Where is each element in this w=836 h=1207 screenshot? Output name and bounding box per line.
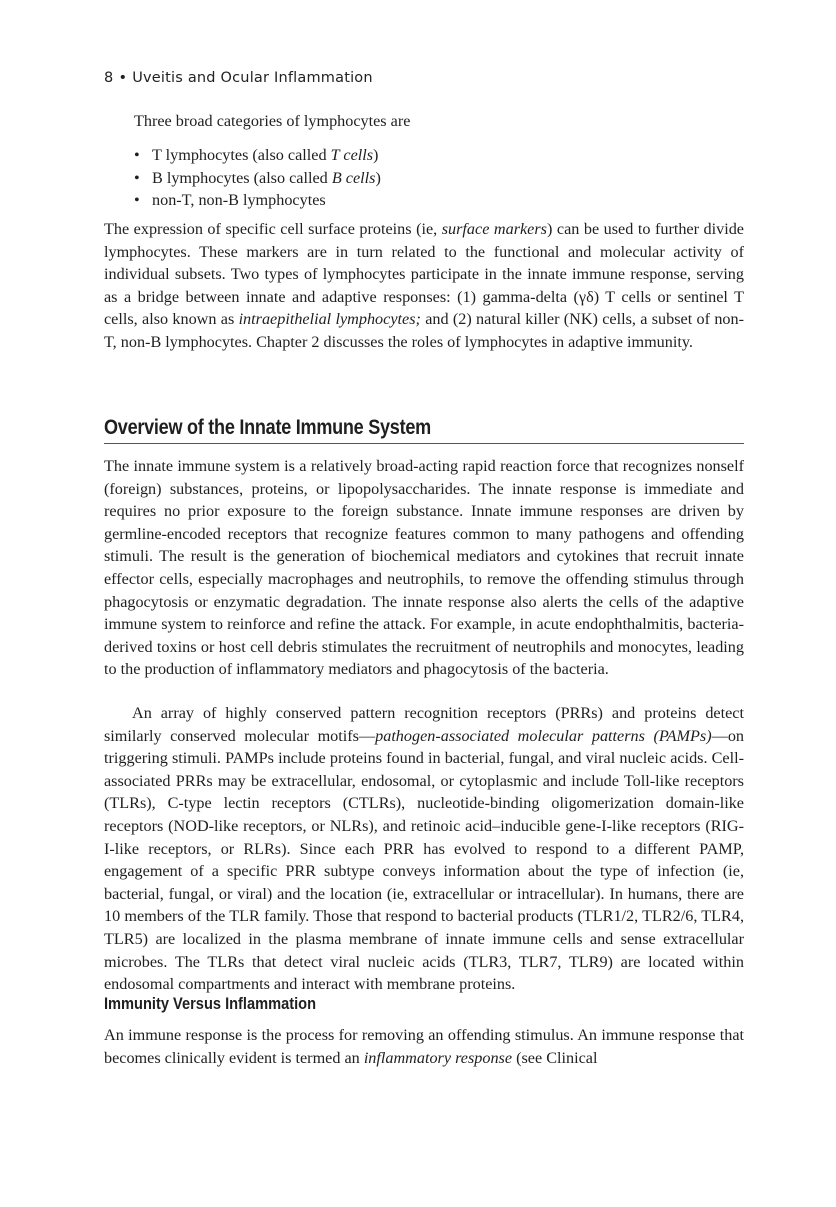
paragraph-immune-response: An immune response is the process for removing an offending stimulus. An immune response that becomes clinically evident is termed an inflammatory response (see Clinical xyxy=(104,1026,744,1067)
paragraph-surface-markers: The expression of specific cell surface proteins (ie, surface markers) can be used to further divide lymphocytes. These markers are in turn related to the functional and molecular activity of individual subsets. Two types of lymphocytes participate in the innate immune response, serving as a bridge between innate and adaptive responses: (1) gamma-delta (γδ) T cells or sentinel T cells, also known as intraepithelial lymphocytes; and (2) natural killer (NK) cells, a subset of non-T, non-B lymphocytes. Chapter 2 discusses the roles of lymphocytes in adaptive immunity. xyxy=(104,220,744,351)
list-item: • T lymphocytes (also called T cells) xyxy=(134,144,381,167)
section-rule xyxy=(104,443,744,444)
paragraph-innate-overview: The innate immune system is a relatively broad-acting rapid reaction force that recognizes nonself (foreign) substances, proteins, or lipopolysaccharides. The innate response is immediate and requires no prior exposure to the foreign substance. Innate immune responses are driven by germline-encoded receptors that recognize features common to many pathogens and offending stimuli. The result is the generation of biochemical mediators and cytokines that recruit innate effector cells, especially macrophages and neutrophils, to remove the offending stimulus through phagocytosis or enzymatic degradation. The innate response also alerts the cells of the adaptive immune system to reinforce and refine the attack. For example, in acute endophthalmitis, bacteria-derived toxins or host cell debris stimulates the recruitment of neutrophils and monocytes, leading to the production of inflammatory mediators and phagocytosis of the bacteria. xyxy=(104,457,744,679)
running-head xyxy=(104,66,373,90)
book-title: Uveitis and Ocular Inflammation xyxy=(132,70,373,86)
subsection-heading: Immunity Versus Inflammation xyxy=(104,994,317,1013)
section-heading: Overview of the Innate Immune System xyxy=(104,416,431,439)
list-item: • non-T, non-B lymphocytes xyxy=(134,189,381,212)
list-item: • B lymphocytes (also called B cells) xyxy=(134,167,381,190)
running-head-separator: • xyxy=(118,70,128,86)
lymphocyte-category-list xyxy=(134,144,381,212)
list-intro: Three broad categories of lymphocytes are xyxy=(134,112,411,130)
paragraph-pattern-recognition: An array of highly conserved pattern recognition receptors (PRRs) and proteins detect similarly conserved molecular motifs—pathogen-associated molecular patterns (PAMPs)—on triggering stimuli. PAMPs include proteins found in bacterial, fungal, and viral nucleic acids. Cell-associated PRRs may be extracellular, endosomal, or cytoplasmic and include Toll-like receptors (TLRs), C-type lectin receptors (CTLRs), nucleotide-binding oligomerization domain-like receptors (NOD-like receptors, or NLRs), and retinoic acid–inducible gene-I-like receptors (RIG-I-like receptors, or RLRs). Since each PRR has evolved to respond to a different PAMP, engagement of a specific PRR subtype conveys information about the type of infection (ie, bacterial, fungal, or viral) and the location (ie, extracellular or intracellular). In humans, there are 10 members of the TLR family. Those that respond to bacterial products (TLR1/2, TLR2/6, TLR4, TLR5) are localized in the plasma membrane of innate immune cells and sense extracellular microbes. The TLRs that detect viral nucleic acids (TLR3, TLR7, TLR9) are located within endosomal compartments and interact with membrane proteins. xyxy=(104,704,744,994)
page-number: 8 xyxy=(104,70,114,86)
